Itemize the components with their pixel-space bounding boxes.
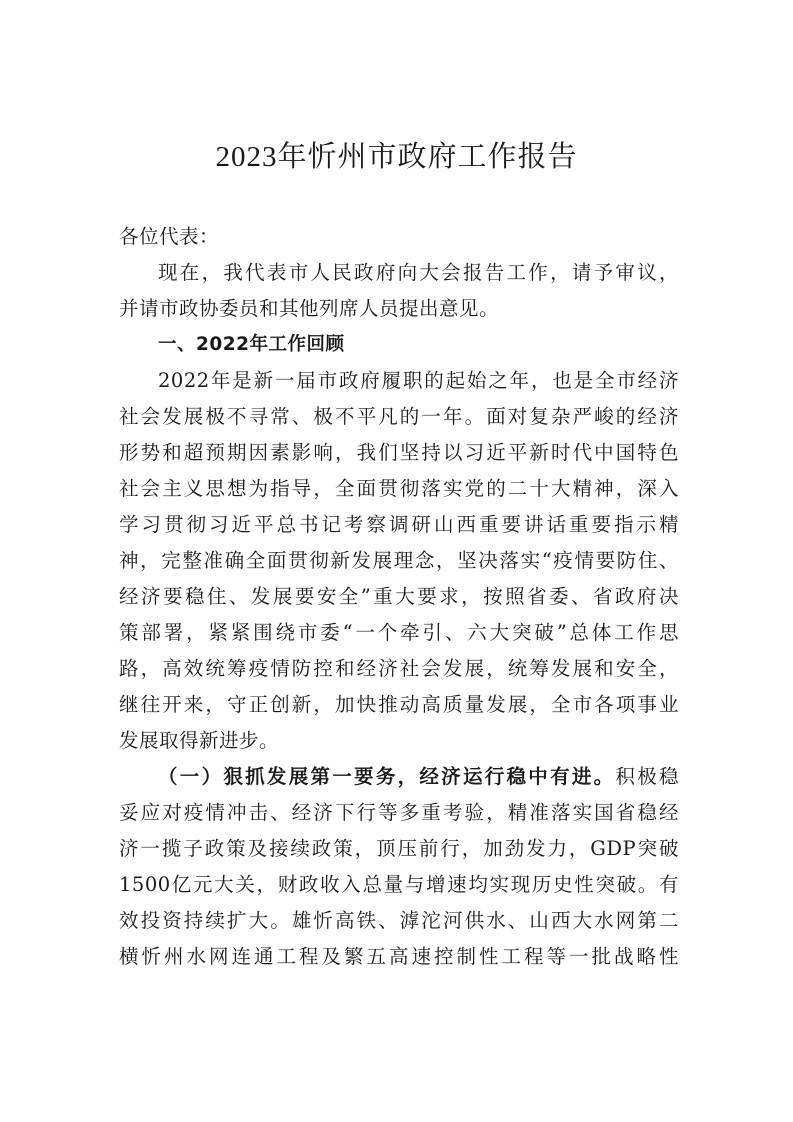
paragraph-line: 效投资持续扩大。雄忻高铁、滹沱河供水、山西大水网第二 bbox=[119, 909, 679, 932]
paragraph-line: 2022年是新一届市政府履职的起始之年，也是全市经济 bbox=[158, 369, 679, 392]
paragraph-line: 妥应对疫情冲击、经济下行等多重考验，精准落实国省稳经 bbox=[119, 801, 679, 824]
paragraph-line: 社会发展极不寻常、极不平凡的一年。面对复杂严峻的经济 bbox=[119, 405, 679, 428]
paragraph-line: 济一揽子政策及接续政策，顶压前行，加劲发力，GDP突破 bbox=[119, 837, 679, 860]
paragraph-line: 1500亿元大关，财政收入总量与增速均实现历史性突破。有 bbox=[119, 873, 679, 896]
paragraph-line: 策部署，紧紧围绕市委“一个牵引、六大突破”总体工作思 bbox=[119, 621, 679, 644]
paragraph-line: 学习贯彻习近平总书记考察调研山西重要讲话重要指示精 bbox=[119, 513, 679, 536]
paragraph-line: 横忻州水网连通工程及繁五高速控制性工程等一批战略性 bbox=[119, 945, 679, 968]
paragraph-line bbox=[119, 759, 679, 795]
paragraph-line: 社会主义思想为指导，全面贯彻落实党的二十大精神，深入 bbox=[119, 477, 679, 500]
salutation: 各位代表： bbox=[119, 225, 220, 248]
section-heading: 一、2022年工作回顾 bbox=[158, 334, 345, 355]
paragraph-line: 经济要稳住、发展要安全”重大要求，按照省委、省政府决 bbox=[119, 585, 679, 608]
paragraph-line: 路，高效统筹疫情防控和经济社会发展，统筹发展和安全， bbox=[119, 657, 679, 680]
paragraph-line: 继往开来，守正创新，加快推动高质量发展，全市各项事业 bbox=[119, 693, 679, 716]
intro-line: 现在，我代表市人民政府向大会报告工作，请予审议， bbox=[158, 261, 679, 284]
paragraph-line: 发展取得新进步。 bbox=[119, 729, 280, 752]
intro-line: 并请市政协委员和其他列席人员提出意见。 bbox=[119, 297, 500, 320]
paragraph-line: 形势和超预期因素影响，我们坚持以习近平新时代中国特色 bbox=[119, 441, 679, 464]
paragraph-text: 积极稳 bbox=[615, 765, 679, 788]
document-body bbox=[119, 219, 679, 975]
subsection-lead: （一）狠抓发展第一要务，经济运行稳中有进。 bbox=[158, 765, 616, 788]
paragraph-line: 神，完整准确全面贯彻新发展理念，坚决落实“疫情要防住、 bbox=[119, 549, 679, 572]
document-title: 2023年忻州市政府工作报告 bbox=[215, 141, 578, 173]
